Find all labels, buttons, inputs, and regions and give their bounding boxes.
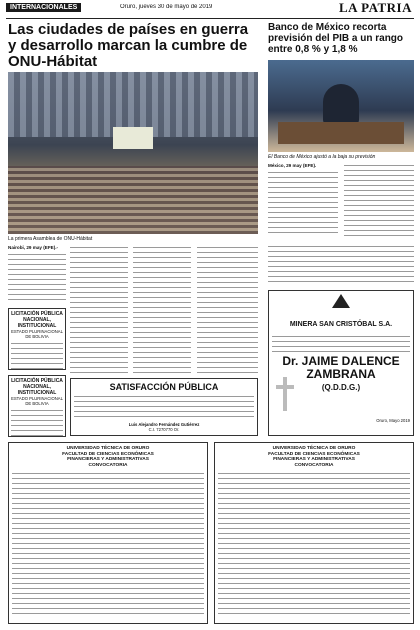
photo-screen	[113, 127, 153, 149]
notice-title: LICITACIÓN PÚBLICA NACIONAL, INSTITUCIONAL	[11, 311, 63, 329]
company-name: MINERA SAN CRISTÓBAL S.A.	[289, 321, 393, 328]
main-photo-caption: La primera Asamblea de ONU-Hábitat	[8, 236, 93, 242]
newspaper-logo: LA PATRIA	[339, 0, 412, 15]
text-block	[11, 408, 63, 437]
text-block	[74, 394, 254, 420]
main-headline: Las ciudades de países en guerra y desarrollo marcan la cumbre de ONU-Hábitat	[8, 22, 249, 70]
side-col-2	[344, 163, 414, 238]
side-photo-caption: El Banco de México ajustó a la baja su previsión	[268, 154, 376, 160]
main-dateline: Nairobi, 29 may (EFE).-	[8, 245, 59, 250]
photo-person	[323, 84, 359, 124]
main-col-3	[133, 245, 191, 373]
header-rule	[6, 18, 414, 19]
deceased-name: Dr. JAIME DALENCE ZAMBRANA	[282, 354, 400, 381]
company-block	[272, 294, 410, 331]
ad-heading-4: CONVOCATORIA	[294, 462, 334, 468]
side-dateline: México, 29 may (EFE).	[268, 163, 317, 168]
main-col-1	[8, 245, 66, 305]
main-photo	[8, 72, 258, 234]
photo-desk	[278, 122, 404, 144]
side-col-1	[268, 163, 338, 238]
university-ad-1	[8, 442, 208, 624]
satisfaccion-title: SATISFACCIÓN PÚBLICA	[109, 382, 219, 392]
notice-box-1	[8, 308, 66, 370]
obituary-box	[268, 290, 414, 436]
ad-heading-1: UNIVERSIDAD TÉCNICA DE ORURO	[66, 446, 150, 451]
notice-subtitle: ESTADO PLURINACIONAL DE BOLIVIA	[11, 396, 63, 406]
ad-heading-2: FACULTAD DE CIENCIAS ECONÓMICAS	[62, 451, 154, 457]
text-block	[268, 170, 338, 236]
satisfaccion-box	[70, 378, 258, 436]
text-block	[8, 252, 66, 302]
ad-heading-3: FINANCIERAS Y ADMINISTRATIVAS	[67, 457, 149, 463]
obituary-place-date: Oruro, Mayo 2019	[376, 418, 410, 423]
cross-icon-bar	[276, 385, 294, 389]
ad-heading-4: CONVOCATORIA	[88, 462, 128, 468]
notice-box-2	[8, 375, 66, 437]
ad-heading-2: FACULTAD DE CIENCIAS ECONÓMICAS	[268, 451, 360, 457]
notice-subtitle: ESTADO PLURINACIONAL DE BOLIVIA	[11, 329, 63, 339]
text-block	[218, 471, 410, 616]
text-block	[11, 341, 63, 370]
ad-heading-1: UNIVERSIDAD TÉCNICA DE ORURO	[272, 446, 356, 451]
cross-icon	[283, 377, 287, 411]
issue-date: Oruro, jueves 30 de mayo de 2019	[120, 4, 213, 10]
notice-title: LICITACIÓN PÚBLICA NACIONAL, INSTITUCIONAL	[11, 378, 63, 396]
company-logo-icon	[332, 294, 350, 308]
side-headline: Banco de México recorta previsión del PIB a un rango entre 0,8 % y 1,8 %	[268, 22, 404, 55]
main-col-4	[197, 245, 258, 373]
satisfaccion-signer: Luis Alejandro Fernández Gutiérrez	[128, 422, 200, 427]
side-photo	[268, 60, 414, 152]
page-header	[0, 0, 420, 18]
photo-crowd	[8, 166, 258, 234]
satisfaccion-ci: C.I. 7270770 Or.	[148, 427, 180, 432]
section-label: INTERNACIONALES	[6, 3, 81, 12]
ad-heading-3: FINANCIERAS Y ADMINISTRATIVAS	[273, 457, 355, 463]
side-col-bottom	[268, 244, 414, 284]
text-block	[272, 334, 410, 352]
university-ad-2	[214, 442, 414, 624]
main-col-2	[70, 245, 128, 373]
text-block	[12, 471, 204, 616]
deceased-initials: (Q.D.D.G.)	[321, 383, 361, 392]
